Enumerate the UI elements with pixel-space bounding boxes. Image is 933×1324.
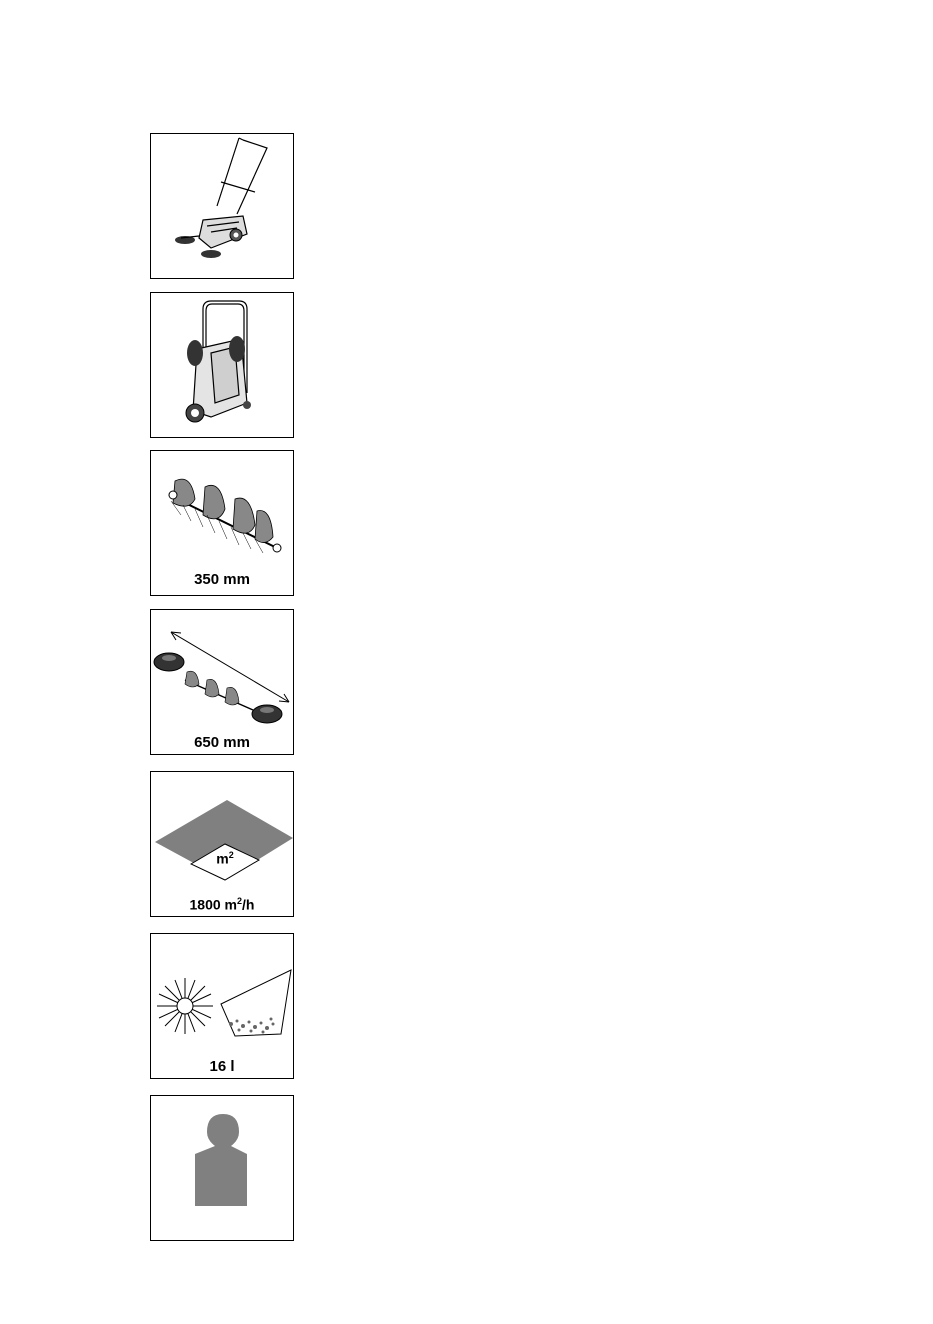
panel-sweeper-upright [150,292,294,438]
panel-sweeper-push [150,133,294,279]
panel-weight [150,1095,294,1241]
sweeper-upright-storage-icon [151,293,294,438]
area-unit-label: $m^2$ [216,850,234,867]
container-volume-caption: 16 l [209,1058,235,1075]
panel-area-performance [150,771,294,917]
panel-sweeping-width [150,609,294,755]
panel-waste-container [150,933,294,1079]
sweeping-width-caption: 650 mm [194,734,250,751]
brush-length-caption: 350 mm [194,571,250,588]
area-performance-caption: 1800 $m^2/h$ [189,896,255,913]
sweeper-push-icon [151,134,294,279]
panel-roller-brush [150,450,294,596]
weight-icon [151,1096,294,1241]
